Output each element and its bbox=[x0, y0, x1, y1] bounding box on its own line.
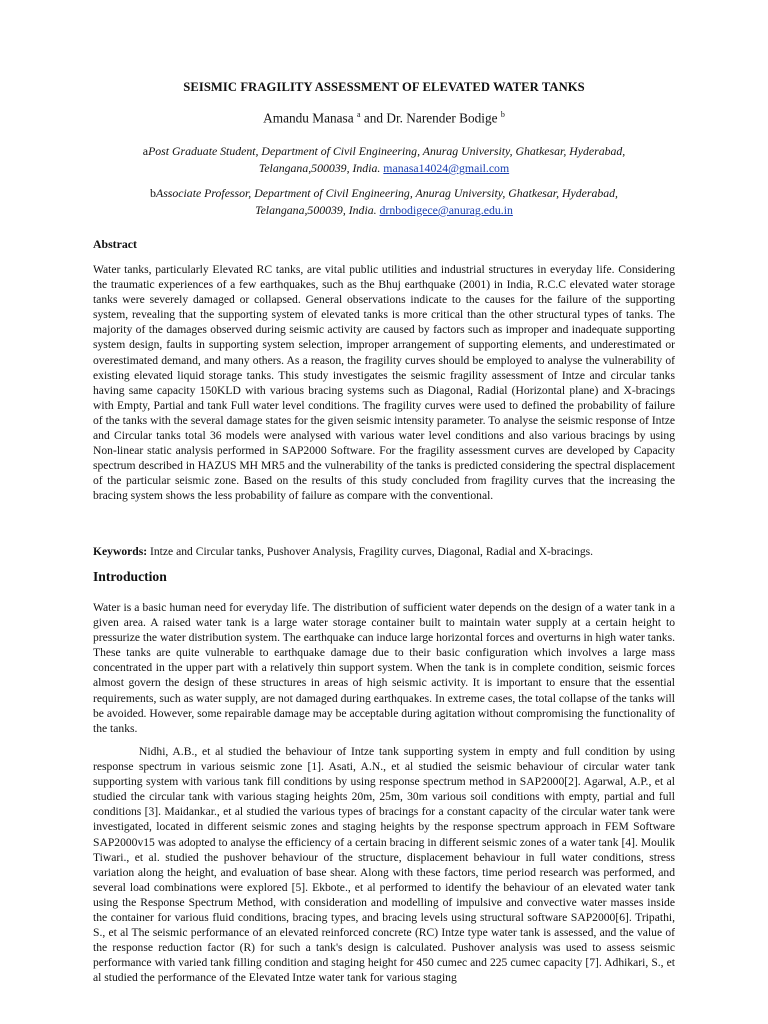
affiliation-line-1: Associate Professor, Department of Civil Engineering, Anurag University, Ghatkesar, Hyderabad, bbox=[156, 186, 618, 200]
affiliation-a bbox=[93, 143, 675, 177]
paper-title: SEISMIC FRAGILITY ASSESSMENT OF ELEVATED WATER TANKS bbox=[183, 80, 585, 94]
author-1: Amandu Manasa bbox=[263, 110, 354, 126]
affiliation-b bbox=[93, 185, 675, 219]
abstract-heading: Abstract bbox=[93, 237, 137, 251]
author-2-mark: b bbox=[500, 110, 505, 119]
keywords-label: Keywords: bbox=[93, 545, 148, 558]
email-link[interactable]: manasa14024@gmail.com bbox=[383, 161, 510, 175]
abstract-body: Water tanks, particularly Elevated RC tanks, are vital public utilities and industrial structures in everyday life. Considering the traumatic experiences of a few earthquakes, such as the Bhuj earthquake (2001) in India, R.C.C elevated water storage tanks were severely damaged or collapsed. General observations indicate to the causes for the failure of the supporting system, revealing that the supporting system of elevated tanks is more critical than the other structural types of tanks. The majority of the damages observed during seismic activity are caused by factors such as improper and inadequate supporting system design, faults in supporting system selection, improper arrangement of supporting elements, and underestimated or overestimated demand, and many others. As a reason, the fragility curves should be employed to analyse the vulnerability of existing elevated liquid storage tanks. This study investigates the seismic fragility assessment of Intze and circular tanks having same capacity 150KLD with various bracing systems such as Diagonal, Radial (Horizontal plane) and X-bracings with Empty, Partial and tank Full water level conditions. The fragility curves were used to defined the probability of failure of the tanks with the several damage states for the given seismic intensity parameter. To analyse the seismic response of Intze and Circular tanks total 36 models were analysed with various water level conditions and also various bracings by using Non-linear static analysis performed in SAP2000 Software. For the fragility assessment curves are developed by Capacity spectrum described in HAZUS MH MR5 and the vulnerability of the tanks is predicted considering the spectral displacement of the particular seismic zone. Based on the results of this study concluded from fragility curves that the increasing the bracing system shows the less probability of failure as compare with the conventional. bbox=[93, 263, 675, 503]
introduction-paragraph-1: Water is a basic human need for everyday life. The distribution of sufficient water depends on the design of a water tank in a given area. A raised water tank is a large water storage container built to maintain water supply at a certain height to pressurize the water distribution system. The earthquake can induce large horizontal forces and overturns in high water tanks. These tanks are quite vulnerable to earthquake damage due to their basic configuration which involves a large mass concentrated in the upper part with a relatively thin support system. When the tank is in complete condition, seismic forces almost govern the design of these structures in areas of high seismic activity. It is important to ensure that the essential requirements, such as water supply, are not damaged during earthquakes. In extreme cases, the total collapse of the tanks will be avoided. However, some repairable damage may be acceptable during agitation without compromising the functionality of the tanks. bbox=[93, 601, 675, 735]
introduction-paragraph-2: Nidhi, A.B., et al studied the behaviour of Intze tank supporting system in empty and full condition by using response spectrum in various seismic zone [1]. Asati, A.N., et al studied the seismic behaviour of circular water tank supporting system with various tank fill conditions by using response spectrum method in SAP2000[2]. Agarwal, A.P., et al studied the circular tank with various staging heights 20m, 25m, 30m various soil conditions with empty, partial and full conditions [3]. Maidankar., et al studied the various types of bracings for a constant capacity of the circular water tank were investigated, located in different seismic zones and staging heights by the response spectrum approach in FEM Software SAP2000v15 was adopted to analyse the efficiency of a certain bracing in different seismic zones of a water tank [4]. Moulik Tiwari., et al. studied the pushover behaviour of the structure, displacement behaviour in full water conditions, stress variation along the height, and evaluation of base shear. Along with these factors, time period research was performed, and several load combinations were explored [5]. Ekbote., et al performed to identify the behaviour of an elevated water tank using the Response Spectrum Method, with consideration and modelling of impulsive and convective water masses inside the container for various fluid conditions, bracing types, and bracing levels using structural software SAP2000[6]. Tripathi, S., et al The seismic performance of an elevated reinforced concrete (RC) Intze type water tank is assessed, and the value of the response reduction factor (R) for such a tank's design is calculated. Pushover analysis was used to assess seismic performance with varied tank filling condition and staging height for 450 cumec and 225 cumec capacity [7]. Adhikari, S., et al studied the performance of the Elevated Intze water tank for various staging bbox=[93, 745, 675, 985]
author-line bbox=[93, 110, 675, 126]
introduction-heading: Introduction bbox=[93, 569, 167, 584]
affiliation-line-2: Telangana,500039, India. bbox=[255, 203, 377, 217]
email-link[interactable]: drnbodigece@anurag.edu.in bbox=[379, 203, 513, 217]
author-2: and Dr. Narender Bodige bbox=[363, 110, 498, 126]
keywords-text: Intze and Circular tanks, Pushover Analysis, Fragility curves, Diagonal, Radial and X-bracings. bbox=[150, 545, 594, 558]
author-1-mark: a bbox=[356, 110, 361, 119]
affiliation-mark: a bbox=[142, 144, 149, 158]
affiliation-mark: b bbox=[150, 186, 156, 200]
affiliation-line-2: Telangana,500039, India. bbox=[258, 161, 381, 175]
affiliation-line-1: Post Graduate Student, Department of Civil Engineering, Anurag University, Ghatkesar, Hyderabad, bbox=[148, 144, 626, 158]
keywords-line bbox=[93, 544, 675, 559]
